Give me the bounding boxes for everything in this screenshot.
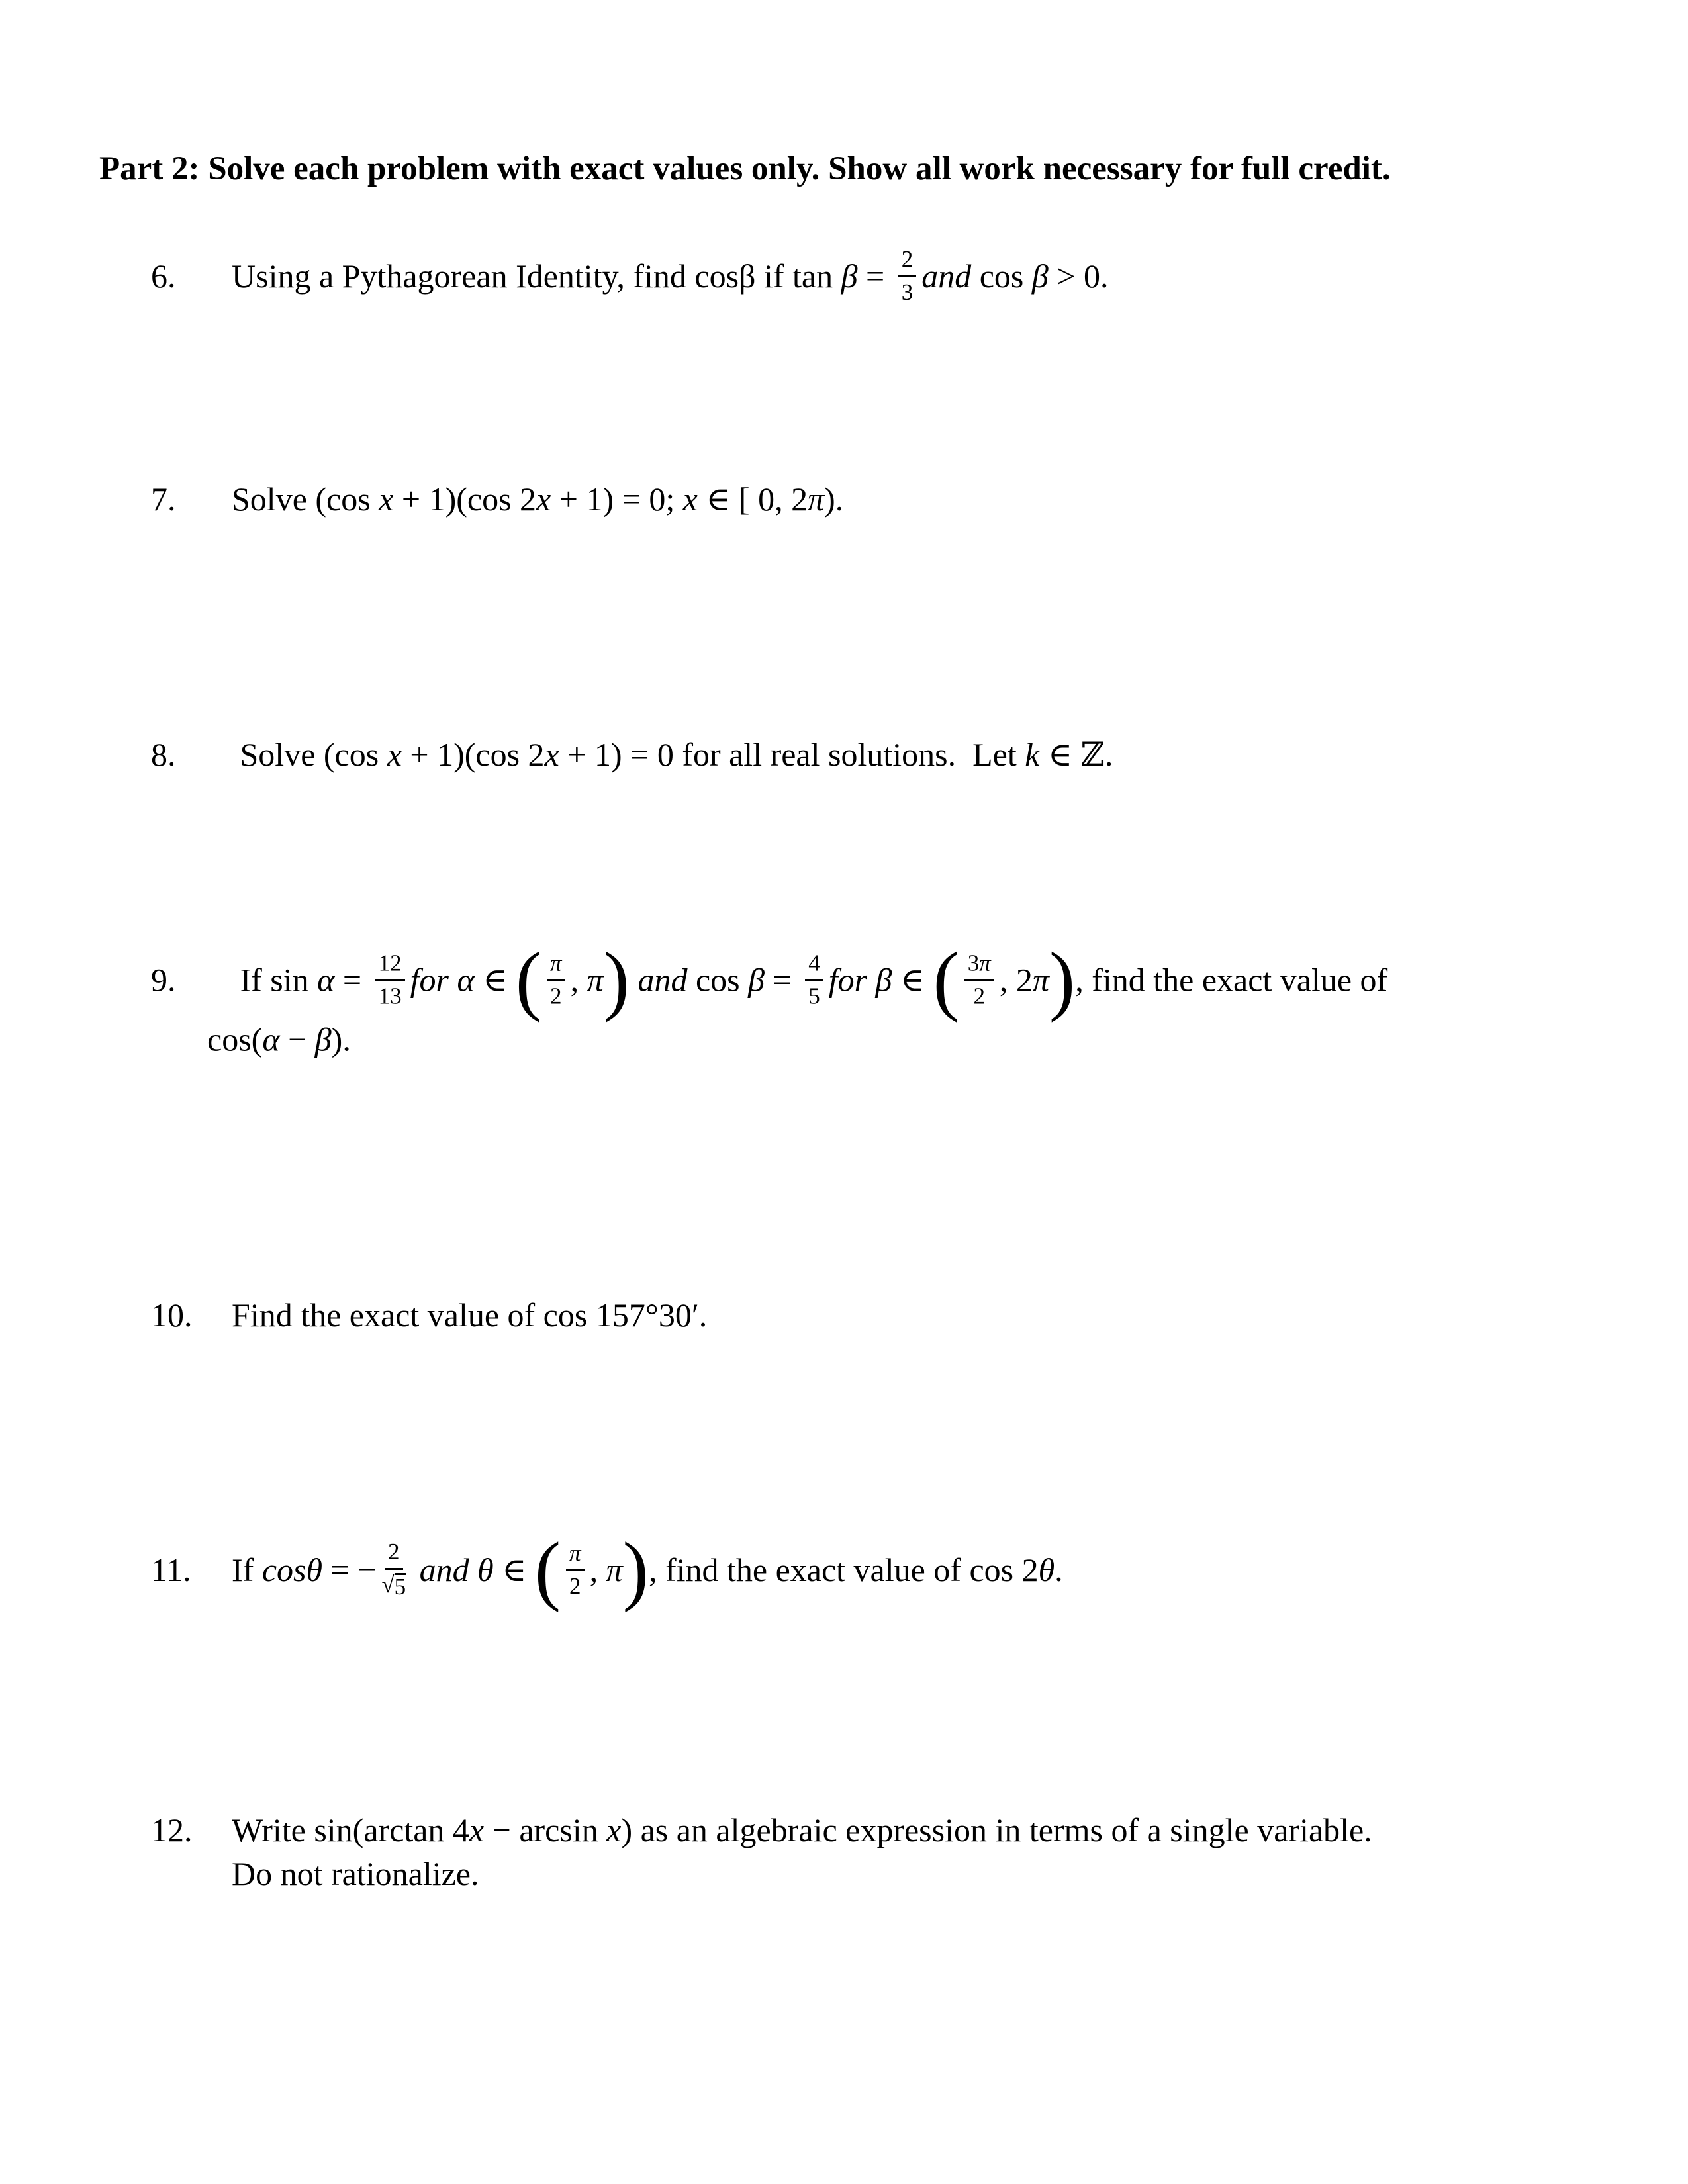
problem-8 <box>151 735 1113 774</box>
close-paren: ) <box>603 936 630 1023</box>
problem-text: − arcsin <box>484 1811 607 1848</box>
problem-text: cos( <box>207 1021 263 1058</box>
problem-text: ). <box>331 1021 351 1058</box>
problem-text: If <box>232 1551 262 1588</box>
problem-text: Find the exact value of cos 157°30′. <box>232 1297 708 1334</box>
problem-text: If sin <box>232 961 318 999</box>
problem-text: ∈ <box>474 961 516 999</box>
problem-text: Do not rationalize. <box>232 1855 479 1892</box>
math-variable: x <box>536 480 551 518</box>
fraction-denominator: 2 <box>973 983 986 1009</box>
problem-text: + 1) = 0 for all real solutions. Let <box>559 736 1025 773</box>
fraction-denominator: 3 <box>901 279 914 305</box>
problem-6-line <box>151 248 1108 305</box>
problem-number: 9. <box>151 961 176 999</box>
problem-number: 10. <box>151 1297 193 1334</box>
fraction <box>805 951 823 1009</box>
problem-9-line2 <box>207 1021 1387 1059</box>
math-variable: x <box>544 736 559 773</box>
problem-text: cos <box>971 257 1032 295</box>
problem-text: ∈ [ 0, 2 <box>697 480 808 518</box>
fraction-numerator: 12 <box>375 951 405 981</box>
problem-text-italic: and <box>629 961 688 999</box>
problem-text: , <box>589 1551 606 1588</box>
open-paren: ( <box>534 1526 561 1613</box>
math-variable: β <box>1031 257 1049 295</box>
fraction-numerator: π <box>566 1541 585 1571</box>
problem-text: cos <box>687 961 749 999</box>
math-variable: α <box>317 961 335 999</box>
fraction <box>381 1540 406 1600</box>
fraction-numerator: 2 <box>898 248 917 277</box>
problem-text: , <box>570 961 587 999</box>
problem-text: , 2 <box>999 961 1033 999</box>
problem-text-italic: for α <box>410 961 475 999</box>
problem-7 <box>151 480 843 518</box>
problem-text-italic: and θ <box>411 1551 494 1588</box>
problem-6 <box>151 248 1108 305</box>
math-variable: x <box>387 736 402 773</box>
problem-number: 7. <box>151 480 176 518</box>
fraction-denominator: 5 <box>808 983 820 1009</box>
problem-text: + 1)(cos 2 <box>393 480 537 518</box>
problem-number: 8. <box>151 736 176 773</box>
problem-number: 12. <box>151 1811 193 1848</box>
problem-10-line <box>151 1296 707 1334</box>
problem-text: , find the exact value of <box>1075 961 1388 999</box>
math-variable: x <box>606 1811 622 1848</box>
fraction-denominator <box>381 1570 406 1600</box>
math-variable: α <box>262 1021 280 1058</box>
problem-text: Solve (cos <box>232 736 387 773</box>
problem-11-line <box>151 1526 1063 1613</box>
fraction <box>547 951 565 1009</box>
fraction-denominator: 2 <box>569 1572 581 1599</box>
problem-text: ∈ ℤ. <box>1039 736 1113 773</box>
problem-9 <box>151 936 1388 1059</box>
problem-text: ). <box>824 480 844 518</box>
problem-12-line1 <box>151 1811 1372 1849</box>
fraction <box>375 951 405 1009</box>
problem-text: . <box>1055 1551 1063 1588</box>
problem-text: Write sin(arctan 4 <box>232 1811 469 1848</box>
problem-text: = − <box>322 1551 377 1588</box>
problem-8-line <box>151 735 1113 774</box>
math-variable: π <box>979 950 991 976</box>
problem-text: = <box>765 961 800 999</box>
problem-text: > 0. <box>1048 257 1109 295</box>
fraction-numerator <box>964 951 994 981</box>
math-variable: β <box>841 257 858 295</box>
open-paren: ( <box>933 936 959 1023</box>
coefficient: 3 <box>967 950 980 976</box>
problem-text: ) as an algebraic expression in terms of a single variable. <box>621 1811 1372 1848</box>
math-variable: θ <box>1038 1551 1055 1588</box>
fraction <box>898 248 917 305</box>
fraction-denominator: 13 <box>378 983 402 1009</box>
math-variable: π <box>1032 961 1049 999</box>
problem-12-line2 <box>232 1854 1372 1893</box>
problem-text-italic: for β <box>828 961 892 999</box>
problem-text-italic: cosθ <box>261 1551 323 1588</box>
problem-11 <box>151 1526 1063 1613</box>
problem-text: − <box>279 1021 315 1058</box>
radical-sign: √ <box>381 1572 395 1598</box>
fraction-denominator: 2 <box>550 983 562 1009</box>
problem-7-line <box>151 480 843 518</box>
problem-number: 6. <box>151 257 176 295</box>
math-variable: β <box>748 961 765 999</box>
problem-text: Using a Pythagorean Identity, find cosβ if tan <box>232 257 841 295</box>
problem-10 <box>151 1296 707 1334</box>
close-paren: ) <box>1049 936 1076 1023</box>
problem-text: + 1) = 0; <box>551 480 683 518</box>
math-variable: k <box>1025 736 1040 773</box>
math-variable: π <box>606 1551 623 1588</box>
math-variable: β <box>314 1021 332 1058</box>
worksheet-title: Part 2: Solve each problem with exact values only. Show all work necessary for full credit. <box>99 150 1391 187</box>
math-variable: x <box>469 1811 485 1848</box>
problem-number: 11. <box>151 1551 191 1588</box>
problem-text-italic: and <box>921 257 972 295</box>
problem-text: , find the exact value of cos 2 <box>648 1551 1039 1588</box>
math-variable: π <box>808 480 825 518</box>
fraction <box>964 951 994 1009</box>
close-paren: ) <box>622 1526 649 1613</box>
fraction-numerator: 4 <box>805 951 823 981</box>
problem-9-line1 <box>151 936 1388 1023</box>
problem-text: + 1)(cos 2 <box>401 736 545 773</box>
problem-text: ∈ <box>892 961 933 999</box>
problem-12 <box>151 1811 1372 1893</box>
math-variable: x <box>682 480 698 518</box>
fraction <box>566 1541 585 1599</box>
math-variable: π <box>586 961 604 999</box>
problem-text: ∈ <box>493 1551 535 1588</box>
radicand: 5 <box>394 1574 406 1600</box>
fraction-numerator: 2 <box>385 1540 403 1570</box>
fraction-numerator: π <box>547 951 565 981</box>
problem-text: = <box>334 961 370 999</box>
open-paren: ( <box>515 936 542 1023</box>
math-variable: x <box>379 480 394 518</box>
problem-text: Solve (cos <box>232 480 379 518</box>
problem-text: = <box>857 257 893 295</box>
